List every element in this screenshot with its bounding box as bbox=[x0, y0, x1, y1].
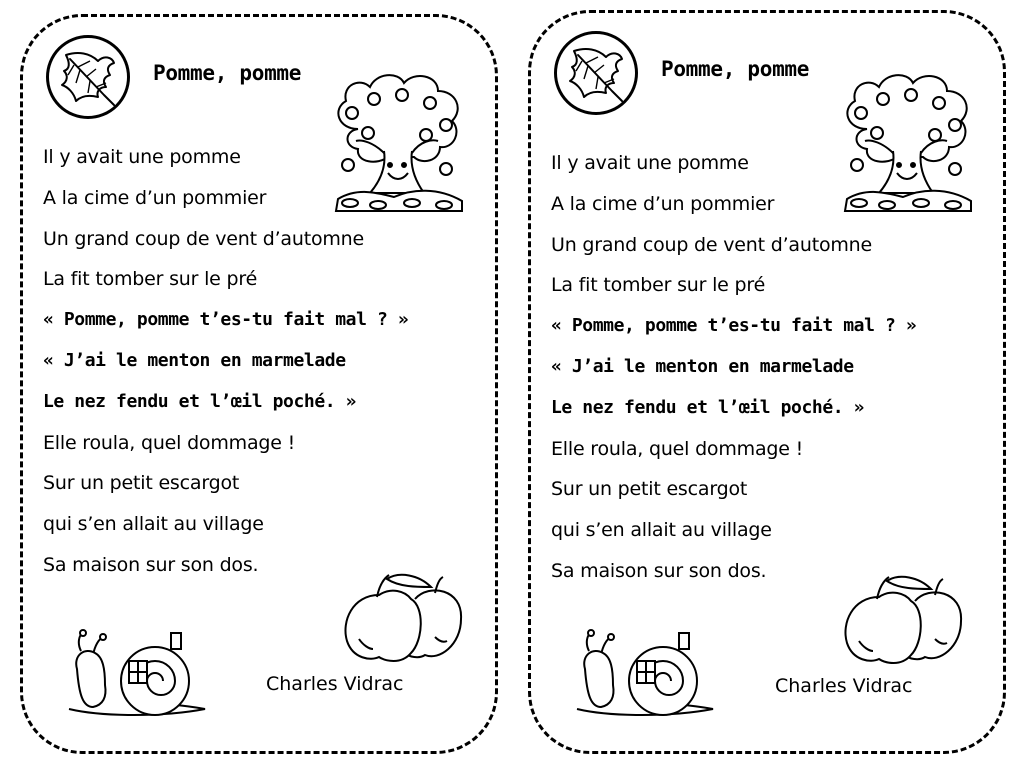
poem-card-left bbox=[20, 14, 498, 754]
poem-line: Il y avait une pomme bbox=[43, 146, 241, 168]
poem-card-right bbox=[528, 10, 1006, 754]
poem-text bbox=[43, 137, 483, 586]
poem-line-bold: « J’ai le menton en marmelade bbox=[43, 349, 346, 371]
apples-icon bbox=[339, 569, 469, 669]
poem-line: Sur un petit escargot bbox=[551, 478, 748, 501]
poem-line: Elle roula, quel dommage ! bbox=[43, 431, 296, 454]
poem-line: A la cime d’un pommier bbox=[43, 186, 267, 209]
poem-line-bold: « Pomme, pomme t’es-tu fait mal ? » bbox=[43, 309, 409, 331]
author-name: Charles Vidrac bbox=[266, 673, 404, 695]
poem-line: Il y avait une pomme bbox=[551, 152, 749, 174]
poem-line: Elle roula, quel dommage ! bbox=[551, 437, 804, 460]
poem-line-bold: Le nez fendu et l’œil poché. » bbox=[551, 396, 865, 418]
leaf-icon bbox=[56, 45, 120, 109]
poem-line: La fit tomber sur le pré bbox=[43, 268, 258, 291]
poem-line: Sa maison sur son dos. bbox=[43, 553, 259, 576]
snail-icon bbox=[571, 625, 721, 725]
leaf-icon bbox=[564, 41, 628, 105]
poem-line: qui s’en allait au village bbox=[43, 513, 264, 536]
poem-line: Sur un petit escargot bbox=[43, 472, 240, 495]
poem-line-bold: « Pomme, pomme t’es-tu fait mal ? » bbox=[551, 315, 917, 337]
poem-line: Un grand coup de vent d’automne bbox=[551, 233, 873, 256]
snail-icon bbox=[63, 625, 213, 725]
poem-line: A la cime d’un pommier bbox=[551, 192, 775, 215]
poem-line: qui s’en allait au village bbox=[551, 519, 772, 542]
poem-text bbox=[551, 143, 991, 592]
poem-line-bold: « J’ai le menton en marmelade bbox=[551, 355, 854, 377]
poem-line: Un grand coup de vent d’automne bbox=[43, 227, 365, 250]
poem-title: Pomme, pomme bbox=[661, 57, 810, 81]
poem-line-bold: Le nez fendu et l’œil poché. » bbox=[43, 390, 357, 412]
poem-line: La fit tomber sur le pré bbox=[551, 274, 766, 297]
poem-title: Pomme, pomme bbox=[153, 61, 302, 85]
author-name: Charles Vidrac bbox=[775, 675, 913, 697]
leaf-badge bbox=[46, 35, 130, 119]
apples-icon bbox=[839, 571, 969, 671]
leaf-badge bbox=[554, 31, 638, 115]
poem-line: Sa maison sur son dos. bbox=[551, 559, 767, 582]
